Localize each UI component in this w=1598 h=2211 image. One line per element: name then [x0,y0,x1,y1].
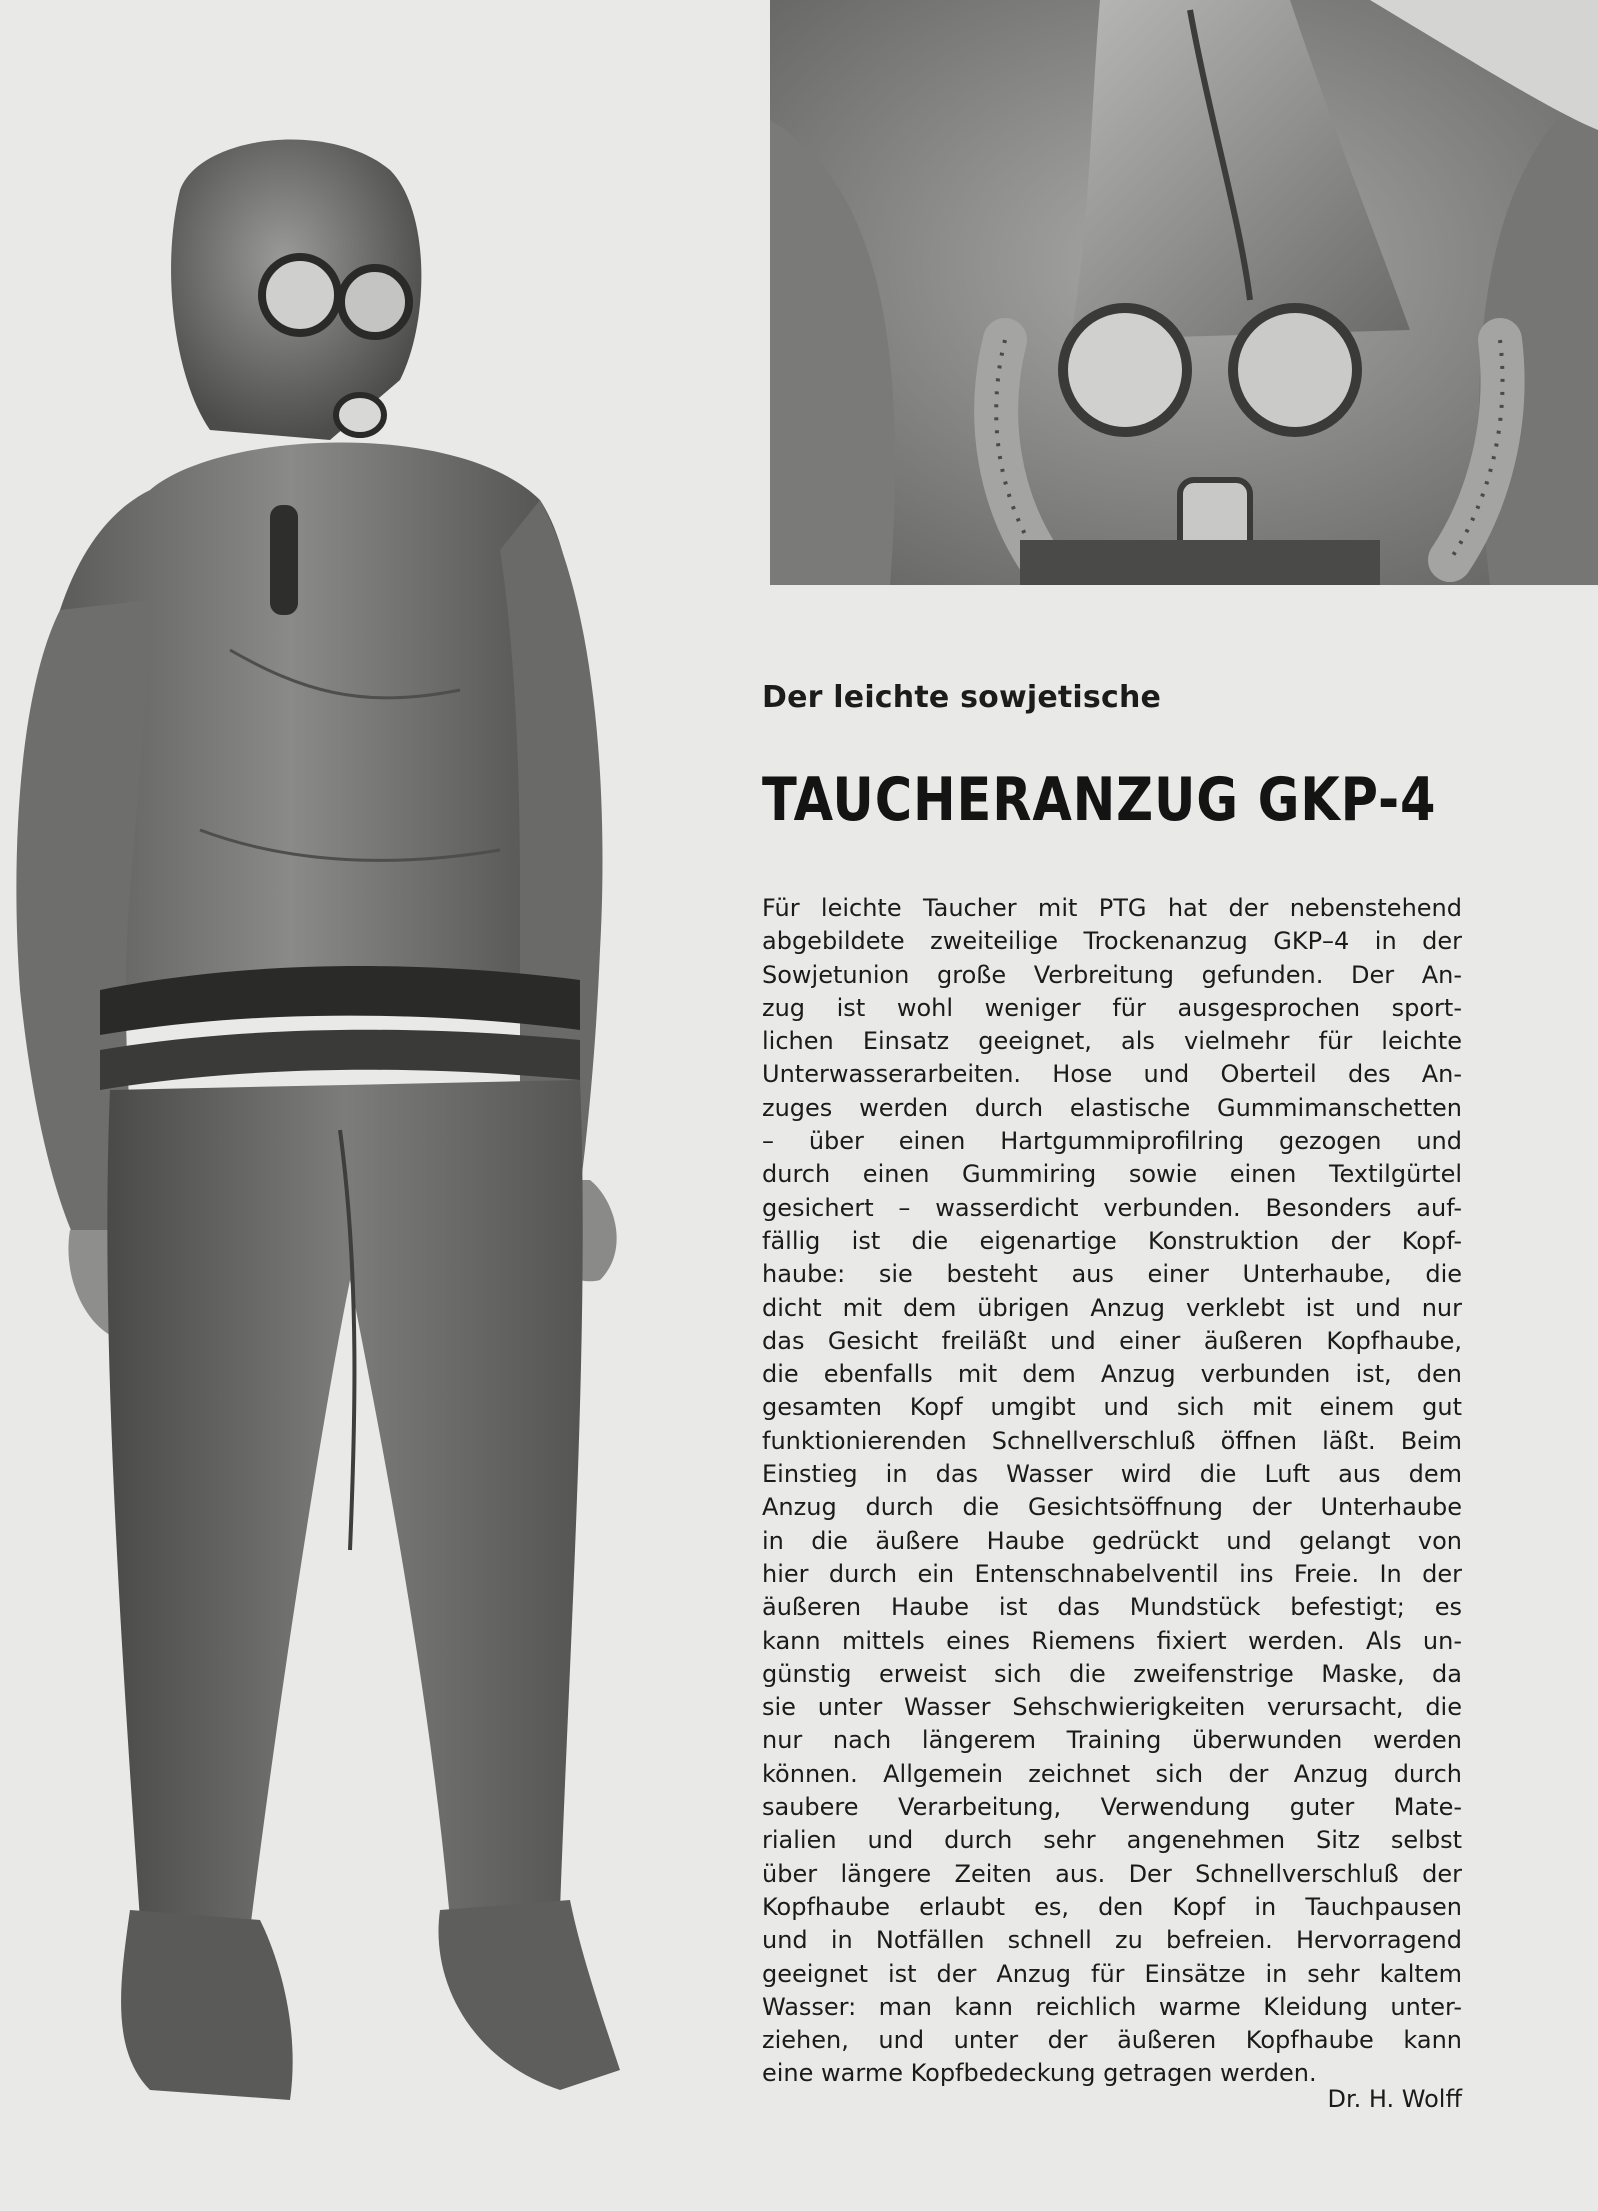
body-line: funktionierenden Schnellverschluß öffnen läßt. Beim [762,1426,1462,1455]
article-body [762,892,1462,2091]
body-line: über längere Zeiten aus. Der Schnellverschluß der [762,1859,1462,1888]
body-line: gesamten Kopf umgibt und sich mit einem gut [762,1393,1462,1422]
body-line: haube: sie besteht aus einer Unterhaube, die [762,1260,1462,1289]
article-kicker: Der leichte sowjetische [762,680,1162,715]
body-line: Anzug durch die Gesichtsöffnung der Unterhaube [762,1493,1462,1522]
body-line: abgebildete zweiteilige Trockenanzug GKP–4 in der [762,927,1462,956]
body-line: gesichert – wasserdicht verbunden. Besonders auf- [762,1193,1462,1222]
body-line: eine warme Kopfbedeckung getragen werden. [762,2059,1317,2088]
hood-closeup-photo [770,0,1598,585]
body-line: Kopfhaube erlaubt es, den Kopf in Tauchpausen [762,1892,1462,1921]
body-line: rialien und durch sehr angenehmen Sitz selbst [762,1826,1462,1855]
body-line: – über einen Hartgummiprofilring gezogen und [762,1127,1462,1156]
body-line: hier durch ein Entenschnabelventil ins Freie. In der [762,1559,1462,1588]
body-line: kann mittels eines Riemens fixiert werden. Als un- [762,1626,1462,1655]
body-line: zuges werden durch elastische Gummimanschetten [762,1093,1462,1122]
body-line: saubere Verarbeitung, Verwendung guter Mate- [762,1793,1462,1822]
article-headline: TAUCHERANZUG GKP-4 [762,765,1437,835]
body-line: Für leichte Taucher mit PTG hat der nebenstehend [762,894,1462,922]
body-line: günstig erweist sich die zweifenstrige Maske, da [762,1659,1462,1688]
body-line: und in Notfällen schnell zu befreien. Hervorragend [762,1926,1462,1955]
body-line: äußeren Haube ist das Mundstück befestigt; es [762,1593,1462,1622]
body-line: können. Allgemein zeichnet sich der Anzug durch [762,1759,1462,1788]
body-line: fällig ist die eigenartige Konstruktion der Kopf- [762,1226,1462,1255]
article-byline: Dr. H. Wolff [1327,2085,1462,2113]
body-line: ziehen, und unter der äußeren Kopfhaube kann [762,2026,1462,2055]
body-line: Sowjetunion große Verbreitung gefunden. Der An- [762,960,1462,989]
body-line: Einstieg in das Wasser wird die Luft aus dem [762,1460,1462,1489]
body-line: die ebenfalls mit dem Anzug verbunden ist, den [762,1360,1462,1389]
body-line: Unterwasserarbeiten. Hose und Oberteil des An- [762,1060,1462,1089]
body-line: nur nach längerem Training überwunden werden [762,1726,1462,1755]
body-line: geeignet ist der Anzug für Einsätze in sehr kaltem [762,1959,1462,1988]
body-line: dicht mit dem übrigen Anzug verklebt ist und nur [762,1293,1462,1322]
body-line: das Gesicht freiläßt und einer äußeren Kopfhaube, [762,1326,1462,1355]
body-line: durch einen Gummiring sowie einen Textilgürtel [762,1160,1462,1189]
body-line: Wasser: man kann reichlich warme Kleidung unter- [762,1992,1462,2021]
body-line: in die äußere Haube gedrückt und gelangt von [762,1526,1462,1555]
body-line: sie unter Wasser Sehschwierigkeiten verursacht, die [762,1693,1462,1722]
diver-full-figure-photo [0,130,680,2180]
body-line: zug ist wohl weniger für ausgesprochen sport- [762,993,1462,1022]
body-line: lichen Einsatz geeignet, als vielmehr für leichte [762,1027,1462,1056]
